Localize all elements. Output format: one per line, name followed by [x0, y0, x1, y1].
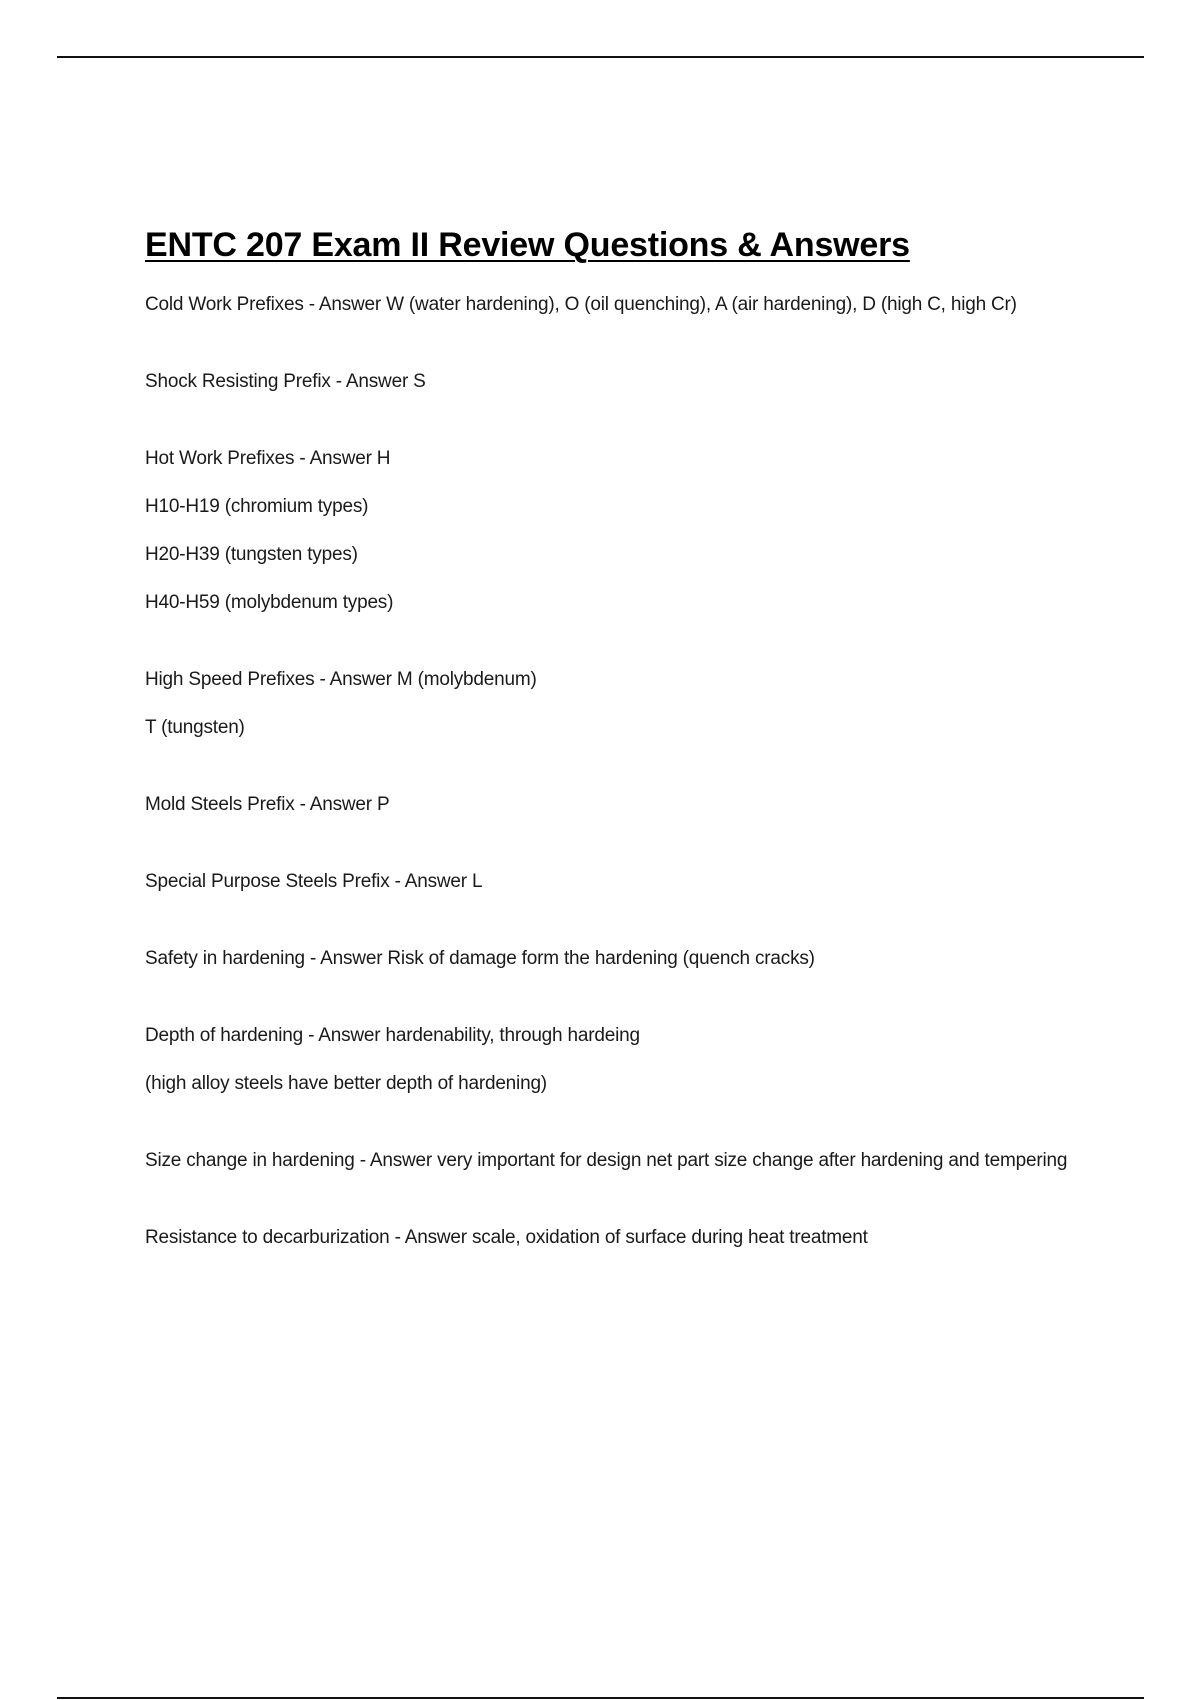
document-body [145, 226, 1095, 1301]
qa-line: Shock Resisting Prefix - Answer S [145, 371, 426, 392]
qa-line: Cold Work Prefixes - Answer W (water hardening), O (oil quenching), A (air hardening), D (high C, high Cr) [145, 294, 1017, 315]
qa-line: Mold Steels Prefix - Answer P [145, 794, 390, 815]
qa-entry [145, 1147, 1095, 1175]
qa-line: Depth of hardening - Answer hardenability, through hardeing [145, 1025, 640, 1046]
qa-entry [145, 868, 1095, 896]
qa-entry [145, 291, 1095, 319]
document-title: ENTC 207 Exam II Review Questions & Answers [145, 226, 910, 264]
footer-rule [57, 1697, 1144, 1699]
qa-line: Hot Work Prefixes - Answer H [145, 448, 391, 469]
qa-line: H20-H39 (tungsten types) [145, 544, 358, 565]
qa-entry [145, 945, 1095, 973]
qa-line: Special Purpose Steels Prefix - Answer L [145, 871, 483, 892]
qa-entry [145, 368, 1095, 396]
qa-entry [145, 445, 1095, 617]
qa-line: Safety in hardening - Answer Risk of damage form the hardening (quench cracks) [145, 948, 815, 969]
qa-line: High Speed Prefixes - Answer M (molybdenum) [145, 669, 537, 690]
qa-line: H10-H19 (chromium types) [145, 496, 369, 517]
qa-line: (high alloy steels have better depth of hardening) [145, 1073, 547, 1094]
qa-line: Size change in hardening - Answer very important for design net part size change after hardening and tempering [145, 1150, 1068, 1171]
header-rule [57, 56, 1144, 58]
qa-line: T (tungsten) [145, 717, 245, 738]
qa-entry [145, 791, 1095, 819]
qa-entry [145, 1224, 1095, 1252]
qa-entry [145, 1022, 1095, 1098]
qa-line: Resistance to decarburization - Answer scale, oxidation of surface during heat treatment [145, 1227, 868, 1248]
qa-entry [145, 666, 1095, 742]
qa-line: H40-H59 (molybdenum types) [145, 592, 394, 613]
